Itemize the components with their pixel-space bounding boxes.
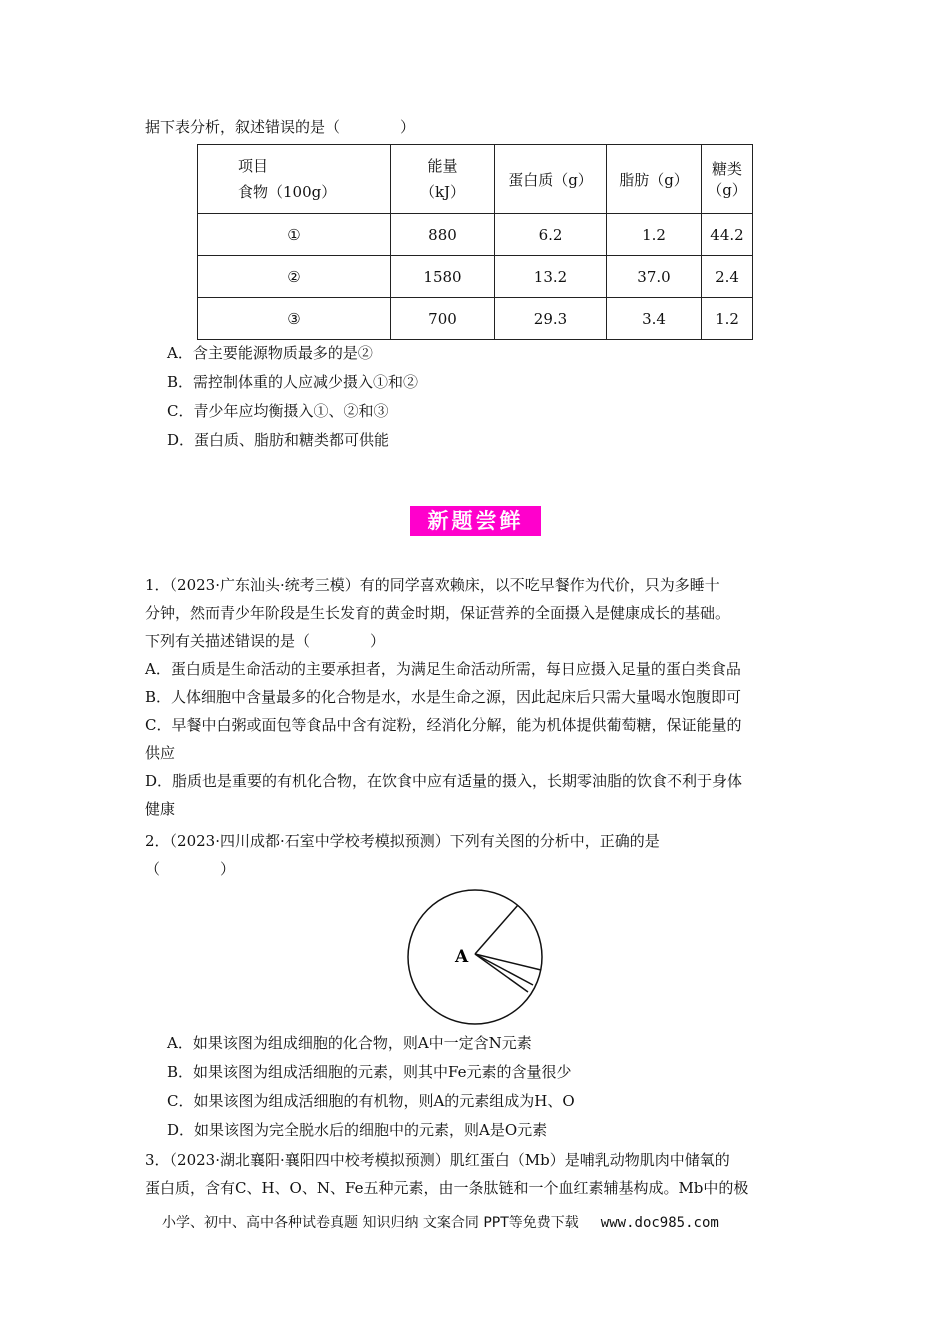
header-fat: 脂肪（g） (607, 145, 702, 214)
table-cell: 880 (391, 214, 495, 256)
nutrition-table (197, 144, 753, 340)
q2-option-d: D．如果该图为完全脱水后的细胞中的元素，则A是O元素 (167, 1121, 548, 1139)
page-footer (162, 1212, 719, 1232)
table-cell: 13.2 (495, 256, 607, 298)
footer-site[interactable]: www.doc985.com (600, 1215, 719, 1231)
option-d: D．蛋白质、脂肪和糖类都可供能 (167, 431, 390, 449)
header-energy-unit: （kJ） (419, 183, 466, 201)
section-banner: 新题尝鲜 (410, 506, 541, 536)
q3-line: 3．（2023·湖北襄阳·襄阳四中校考模拟预测）肌红蛋白（Mb）是哺乳动物肌肉中储氧的 (145, 1151, 730, 1169)
table-header-row (198, 145, 753, 214)
q1-line: 分钟，然而青少年阶段是生长发育的黄金时期，保证营养的全面摄入是健康成长的基础。 (145, 604, 731, 622)
table-cell: ② (198, 256, 391, 298)
table-cell: 37.0 (607, 256, 702, 298)
option-c: C．青少年应均衡摄入①、②和③ (167, 402, 389, 420)
table-cell: 3.4 (607, 298, 702, 340)
q1-option-c: C．早餐中白粥或面包等食品中含有淀粉，经消化分解，能为机体提供葡萄糖，保证能量的 (145, 716, 742, 734)
q1-line: 1．（2023·广东汕头·统考三模）有的同学喜欢赖床，以不吃早餐作为代价，只为多睡十 (145, 576, 720, 594)
q1-line: 下列有关描述错误的是（ ） (145, 632, 386, 650)
header-item-label: 项目 (238, 157, 269, 175)
table-cell: 1.2 (702, 298, 753, 340)
pie-circle (408, 890, 542, 1024)
table-row (198, 298, 753, 340)
q1-option-a: A．蛋白质是生命活动的主要承担者，为满足生命活动所需，每日应摄入足量的蛋白类食品 (145, 660, 741, 678)
header-food-label: 食物（100g） (238, 183, 337, 201)
table-cell: 6.2 (495, 214, 607, 256)
table-cell: ① (198, 214, 391, 256)
table-cell: 1.2 (607, 214, 702, 256)
table-cell: 1580 (391, 256, 495, 298)
pie-segment-line (475, 954, 533, 985)
q2-stem: 2．（2023·四川成都·石室中学校考模拟预测）下列有关图的分析中，正确的是 (145, 832, 660, 850)
option-a: A．含主要能源物质最多的是② (167, 344, 373, 362)
q1-option-d-cont: 健康 (145, 800, 176, 818)
table-cell: 44.2 (702, 214, 753, 256)
pie-label-a: A (455, 947, 469, 967)
q2-option-a: A．如果该图为组成细胞的化合物，则A中一定含N元素 (167, 1034, 532, 1052)
footer-text: 小学、初中、高中各种试卷真题 知识归纳 文案合同 PPT等免费下载 (162, 1215, 579, 1231)
table-cell: ③ (198, 298, 391, 340)
header-energy-label: 能量 (427, 157, 458, 175)
header-energy (391, 145, 495, 214)
table-row (198, 214, 753, 256)
q1-option-d: D．脂质也是重要的有机化合物，在饮食中应有适量的摄入，长期零油脂的饮食不利于身体 (145, 772, 743, 790)
header-protein: 蛋白质（g） (495, 145, 607, 214)
table-cell: 2.4 (702, 256, 753, 298)
pie-figure (400, 882, 550, 1032)
q2-option-c: C．如果该图为组成活细胞的有机物，则A的元素组成为H、O (167, 1092, 575, 1110)
table-cell: 29.3 (495, 298, 607, 340)
q3-line: 蛋白质，含有C、H、O、N、Fe五种元素，由一条肽链和一个血红素辅基构成。Mb中的极 (145, 1179, 749, 1197)
q1-option-b: B．人体细胞中含量最多的化合物是水，水是生命之源，因此起床后只需大量喝水饱腹即可 (145, 688, 742, 706)
question-intro: 据下表分析，叙述错误的是（ ） (145, 118, 416, 136)
q2-blank: （ ） (145, 860, 236, 878)
q1-option-c-cont: 供应 (145, 744, 176, 762)
pie-segment-line (475, 905, 518, 954)
table-row (198, 256, 753, 298)
header-item-food (198, 145, 391, 214)
header-sugar: 糖类（g） (702, 145, 753, 214)
option-b: B．需控制体重的人应减少摄入①和② (167, 373, 419, 391)
table-cell: 700 (391, 298, 495, 340)
q2-option-b: B．如果该图为组成活细胞的元素，则其中Fe元素的含量很少 (167, 1063, 572, 1081)
